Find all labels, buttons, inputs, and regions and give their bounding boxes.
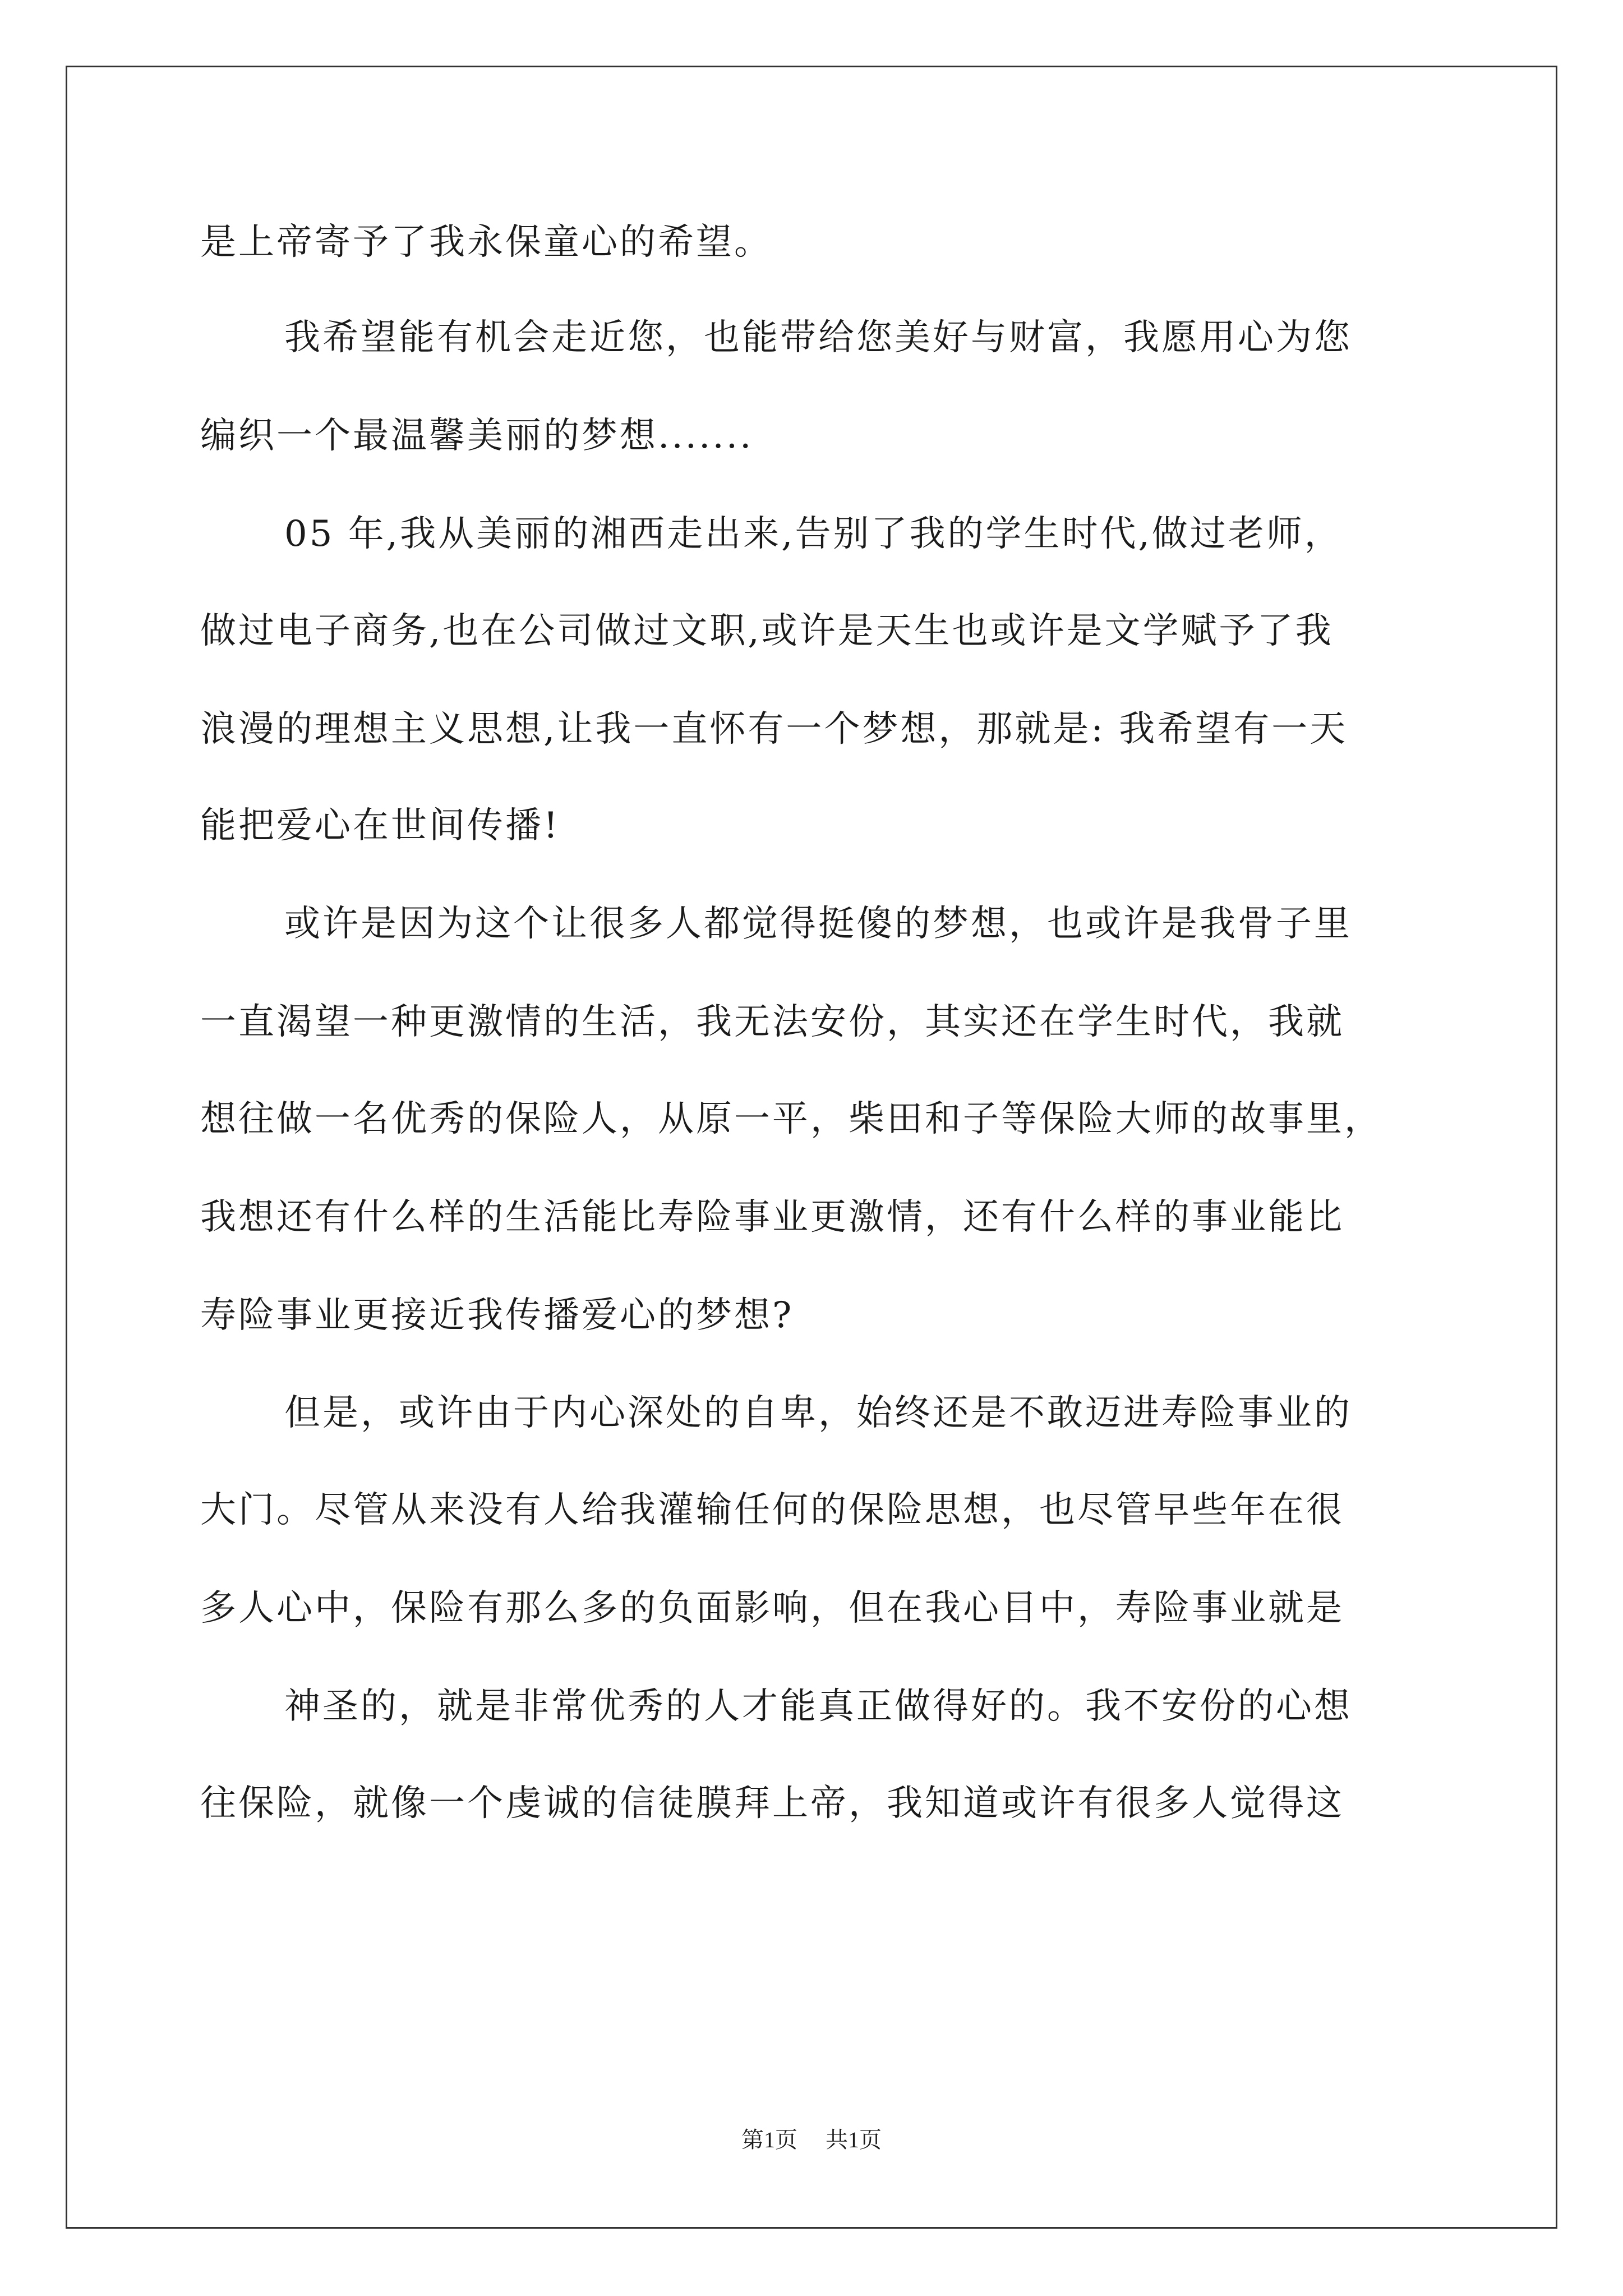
- text-line-2: 我希望能有机会走近您，也能带给您美好与财富，我愿用心为您: [284, 317, 1352, 358]
- text-line-17: 往保险，就像一个虔诚的信徒膜拜上帝，我知道或许有很多人觉得这: [200, 1783, 1344, 1824]
- text-line-7: 能把爱心在世间传播!: [200, 805, 560, 846]
- text-line-4: 05 年,我从美丽的湘西走出来,告别了我的学生时代,做过老师，: [284, 513, 1343, 555]
- text-line-11: 我想还有什么样的生活能比寿险事业更激情，还有什么样的事业能比: [200, 1197, 1344, 1238]
- page-footer: [0, 2126, 1623, 2154]
- text-line-12: 寿险事业更接近我传播爱心的梦想?: [200, 1295, 794, 1336]
- text-line-16: 神圣的，就是非常优秀的人才能真正做得好的。我不安份的心想: [284, 1686, 1352, 1727]
- page-number-current: 第1页: [741, 2127, 797, 2152]
- text-line-14: 大门。尽管从来没有人给我灌输任何的保险思想，也尽管早些年在很: [200, 1489, 1344, 1531]
- text-line-3: 编织一个最温馨美丽的梦想.......: [200, 415, 754, 457]
- text-line-5: 做过电子商务,也在公司做过文职,或许是天生也或许是文学赋予了我: [200, 610, 1334, 652]
- text-line-10: 想往做一名优秀的保险人，从原一平，柴田和子等保险大师的故事里，: [200, 1098, 1382, 1140]
- text-line-13: 但是，或许由于内心深处的自卑，始终还是不敢迈进寿险事业的: [284, 1392, 1352, 1434]
- page-frame: [66, 66, 1557, 2229]
- text-line-6: 浪漫的理想主义思想,让我一直怀有一个梦想，那就是: 我希望有一天: [200, 708, 1348, 750]
- text-line-1: 是上帝寄予了我永保童心的希望。: [200, 222, 772, 263]
- text-line-9: 一直渴望一种更激情的生活，我无法安份，其实还在学生时代，我就: [200, 1001, 1344, 1043]
- page-number-total: 共1页: [826, 2127, 882, 2152]
- text-line-8: 或许是因为这个让很多人都觉得挺傻的梦想，也或许是我骨子里: [284, 903, 1352, 945]
- text-line-15: 多人心中，保险有那么多的负面影响，但在我心目中，寿险事业就是: [200, 1588, 1344, 1629]
